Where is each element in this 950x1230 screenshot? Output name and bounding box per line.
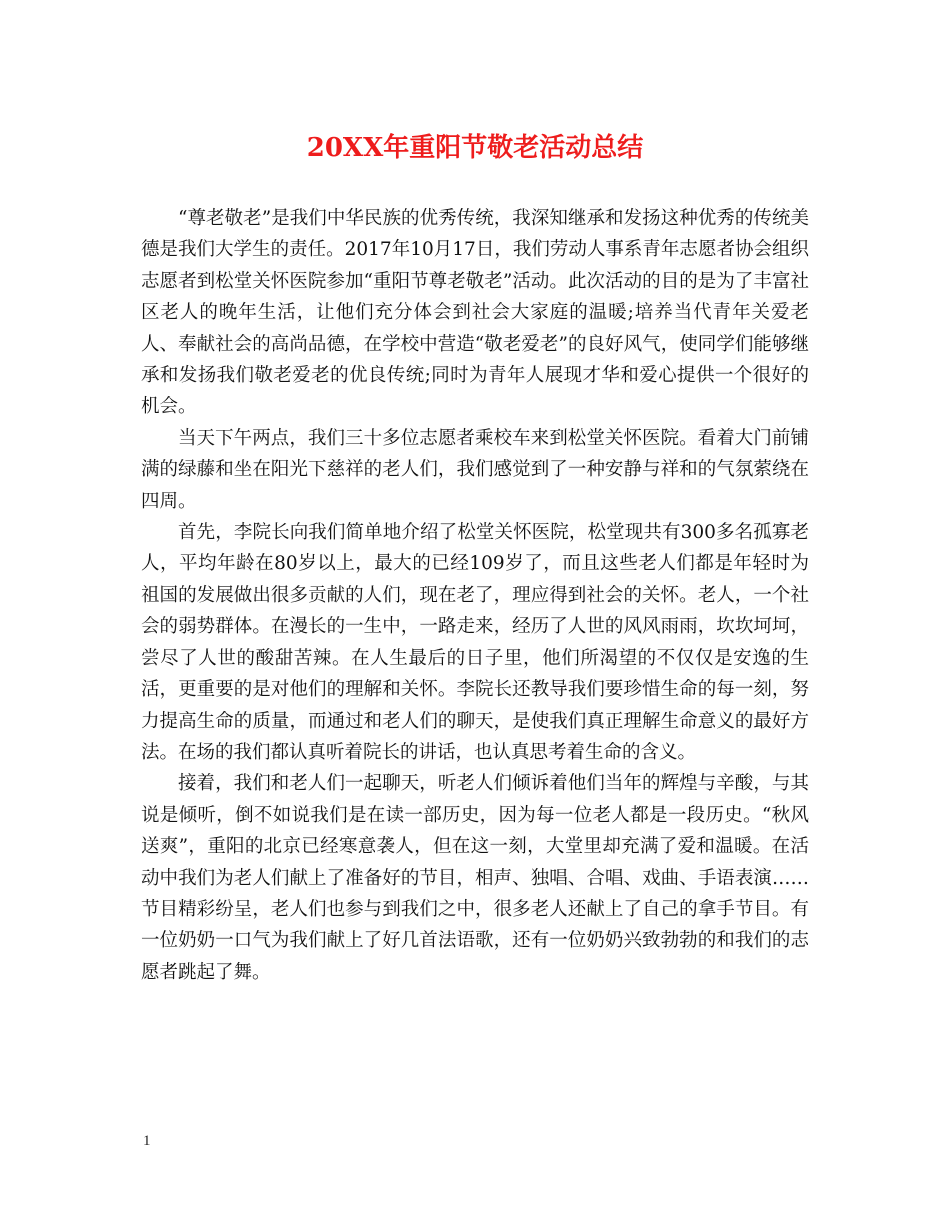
paragraph-3: 首先，李院长向我们简单地介绍了松堂关怀医院，松堂现共有300多名孤寡老人，平均年龄在80岁以上，最大的已经109岁了，而且这些老人们都是年轻时为祖国的发展做出很多贡献的人们，现在老了，理应得到社会的关怀。老人，一个社会的弱势群体。在漫长的一生中，一路走来，经历了人世的风风雨雨，坎坎坷坷，尝尽了人世的酸甜苦辣。在人生最后的日子里，他们所渴望的不仅仅是安逸的生活，更重要的是对他们的理解和关怀。李院长还教导我们要珍惜生命的每一刻，努力提高生命的质量，而通过和老人们的聊天，是使我们真正理解生命意义的最好方法。在场的我们都认真听着院长的讲话，也认真思考着生命的含义。 [141,522,809,763]
document-body [141,203,809,988]
document-title: 20XX年重阳节敬老活动总结 [306,133,644,163]
paragraph-1: “尊老敬老”是我们中华民族的优秀传统，我深知继承和发扬这种优秀的传统美德是我们大学生的责任。2017年10月17日，我们劳动人事系青年志愿者协会组织志愿者到松堂关怀医院参加“重阳节尊老敬老”活动。此次活动的目的是为了丰富社区老人的晚年生活，让他们充分体会到社会大家庭的温暖;培养当代青年关爱老人、奉献社会的高尚品德，在学校中营造“敬老爱老”的良好风气，使同学们能够继承和发扬我们敬老爱老的优良传统;同时为青年人展现才华和爱心提供一个很好的机会。 [141,208,809,418]
paragraph-4: 接着，我们和老人们一起聊天，听老人们倾诉着他们当年的辉煌与辛酸，与其说是倾听，倒不如说我们是在读一部历史，因为每一位老人都是一段历史。“秋风送爽”，重阳的北京已经寒意袭人，但在这一刻，大堂里却充满了爱和温暖。在活动中我们为老人们献上了准备好的节目，相声、独唱、合唱、戏曲、手语表演……节目精彩纷呈，老人们也参与到我们之中，很多老人还献上了自己的拿手节目。有一位奶奶一口气为我们献上了好几首法语歌，还有一位奶奶兴致勃勃的和我们的志愿者跳起了舞。 [141,773,809,983]
page-number: 1 [143,1133,151,1149]
paragraph-2: 当天下午两点，我们三十多位志愿者乘校车来到松堂关怀医院。看着大门前铺满的绿藤和坐在阳光下慈祥的老人们，我们感觉到了一种安静与祥和的气氛萦绕在四周。 [141,427,809,512]
